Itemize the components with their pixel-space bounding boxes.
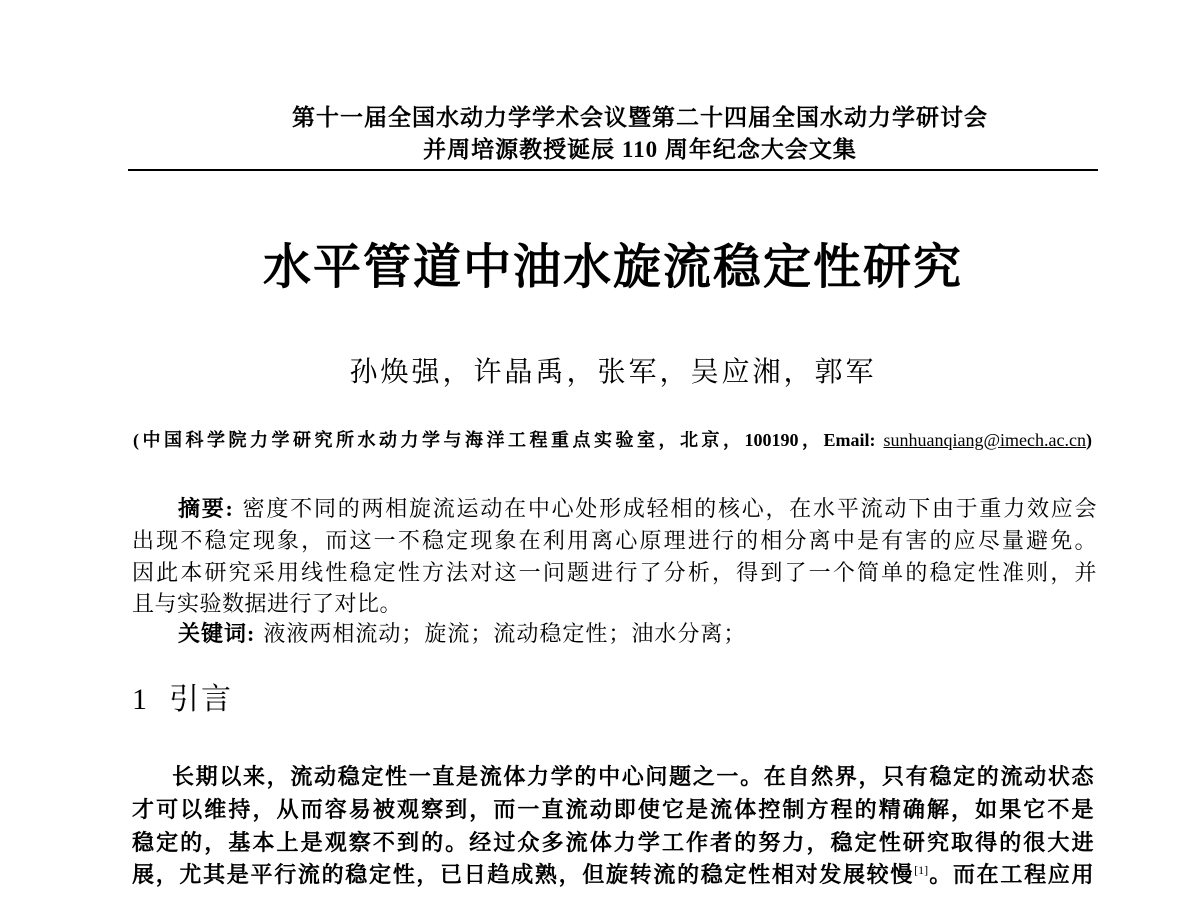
affiliation-close: ) [1086,430,1092,450]
section-heading [132,680,233,720]
abstract-line [132,493,1097,525]
body-line: 稳定的，基本上是观察不到的。经过众多流体力学工作者的努力，稳定性研究取得的很大进 [132,830,1094,855]
keywords-text: 液液两相流动；旋流；流动稳定性；油水分离； [263,621,747,646]
header-rule [128,169,1098,171]
body-line: 长期以来，流动稳定性一直是流体力学的中心问题之一。在自然界，只有稳定的流动状态 [172,764,1094,789]
body-text: 展，尤其是平行流的稳定性，已日趋成熟，但旋转流的稳定性相对发展较慢 [132,862,915,887]
abstract-line: 因此本研究采用线性稳定性方法对这一问题进行了分析，得到了一个简单的稳定性准则，并 [132,560,1097,585]
abstract-label: 摘要: [178,496,234,521]
abstract-text: 密度不同的两相旋流运动在中心处形成轻相的核心，在水平流动下由于重力效应会 [241,496,1097,521]
email-link[interactable]: sunhuanqiang@imech.ac.cn [883,430,1086,450]
affiliation [133,428,1092,452]
keywords [132,618,1097,650]
body-line: 才可以维持，从而容易被观察到，而一直流动即使它是流体控制方程的精确解，如果它不是 [132,797,1094,822]
paper-title: 水平管道中油水旋流稳定性研究 [262,241,963,294]
body-text: 。而在工程应用 [928,862,1094,887]
section-number: 1 [132,683,147,716]
keywords-label: 关键词: [178,621,256,646]
abstract-line: 且与实验数据进行了对比。 [132,591,403,616]
citation-ref[interactable]: [1] [914,863,929,877]
running-header-line-2: 并周培源教授诞辰 110 周年纪念大会文集 [423,137,857,162]
author-list: 孙焕强，许晶禹，张军，吴应湘，郭军 [349,357,877,388]
abstract-line: 出现不稳定现象，而这一不稳定现象在利用离心原理进行的相分离中是有害的应尽量避免。 [132,528,1097,553]
running-header-line-1: 第十一届全国水动力学学术会议暨第二十四届全国水动力学研讨会 [292,105,988,130]
body-line [132,858,1094,891]
affiliation-text: (中国科学院力学研究所水动力学与海洋工程重点实验室，北京，100190，Email: [133,430,884,450]
section-title: 引言 [169,683,233,716]
